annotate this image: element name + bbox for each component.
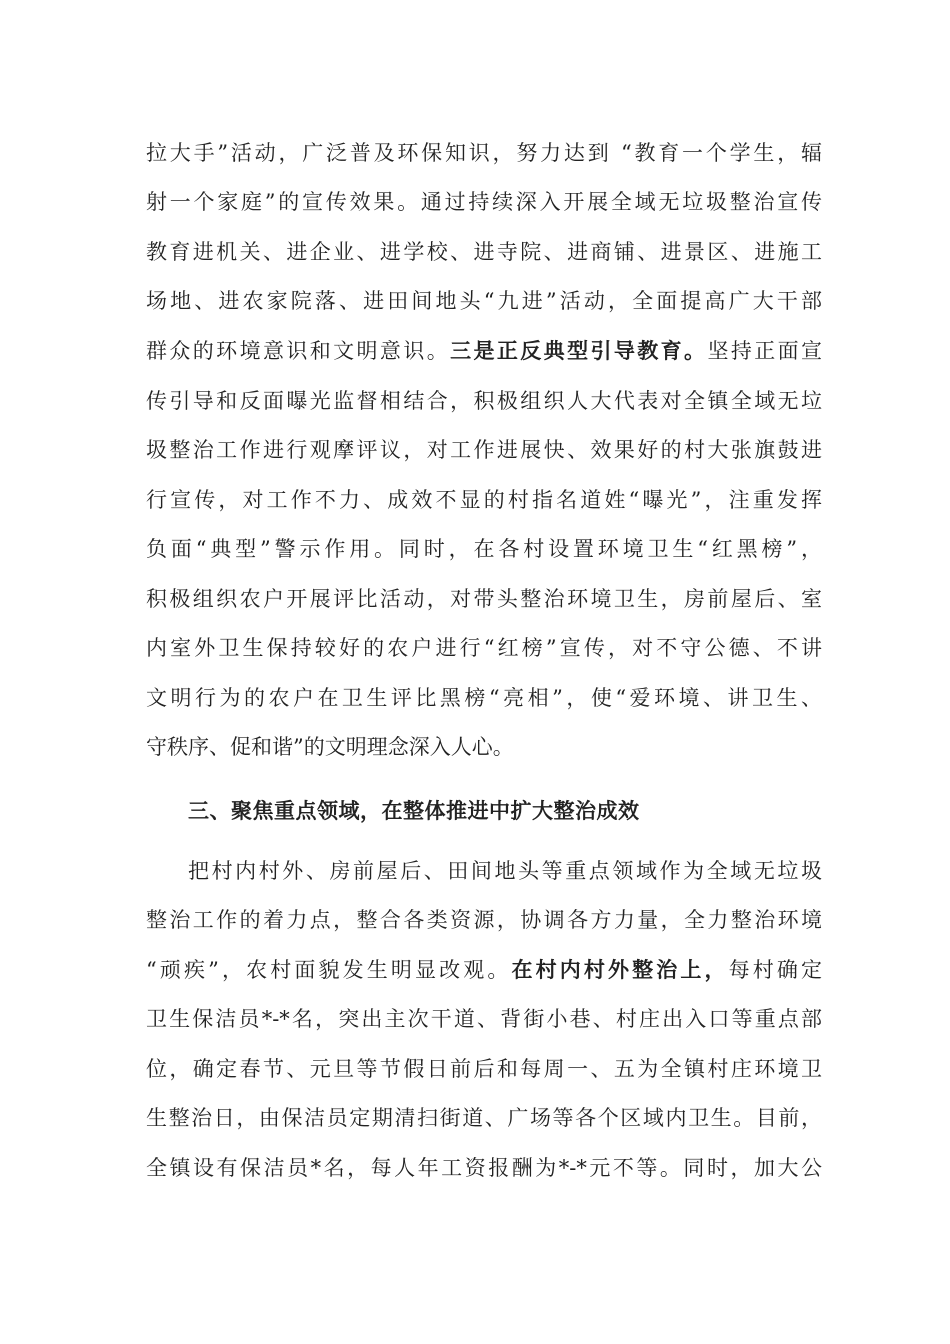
paragraph-line: 文明行为的农户在卫生评比黑榜“亮相”，使“爱环境、讲卫生、	[146, 686, 822, 710]
paragraph-line: 积极组织农户开展评比活动，对带头整治环境卫生，房前屋后、室	[146, 587, 822, 611]
paragraph-text: 每村确定	[728, 958, 823, 982]
paragraph-text: 坚持正面宣	[707, 339, 823, 363]
paragraph-line: 全镇设有保洁员*名，每人年工资报酬为*-*元不等。同时，加大公	[146, 1156, 822, 1180]
bold-subheading: 在村内村外整治上，	[511, 957, 729, 982]
paragraph-line-last: 守秩序、促和谐”的文明理念深入人心。	[146, 735, 514, 759]
paragraph-line: 圾整治工作进行观摩评议，对工作进展快、效果好的村大张旗鼓进	[146, 438, 822, 462]
paragraph-line	[146, 955, 822, 985]
paragraph-line: 行宣传，对工作不力、成效不显的村指名道姓“曝光”，注重发挥	[146, 488, 822, 512]
section-heading: 三、聚焦重点领域，在整体推进中扩大整治成效	[188, 798, 640, 823]
paragraph-line	[146, 336, 822, 366]
paragraph-text: “顽疾”，农村面貌发生明显改观。	[146, 958, 512, 982]
paragraph-line: 内室外卫生保持较好的农户进行“红榜”宣传，对不守公德、不讲	[146, 636, 822, 660]
paragraph-line: 把村内村外、房前屋后、田间地头等重点领域作为全域无垃圾	[188, 859, 822, 883]
paragraph-line: 卫生保洁员*-*名，突出主次干道、背街小巷、村庄出入口等重点部	[146, 1007, 822, 1031]
paragraph-line: 整治工作的着力点，整合各类资源，协调各方力量，全力整治环境	[146, 908, 822, 932]
paragraph-text: 群众的环境意识和文明意识。	[146, 339, 451, 363]
paragraph-line: 场地、进农家院落、进田间地头“九进”活动，全面提高广大干部	[146, 289, 822, 313]
paragraph-line: 位，确定春节、元旦等节假日前后和每周一、五为全镇村庄环境卫	[146, 1057, 822, 1081]
bold-subheading: 三是正反典型引导教育。	[450, 338, 708, 363]
paragraph-line: 负面“典型”警示作用。同时，在各村设置环境卫生“红黑榜”，	[146, 537, 822, 561]
paragraph-line: 教育进机关、进企业、进学校、进寺院、进商铺、进景区、进施工	[146, 240, 822, 264]
paragraph-line: 传引导和反面曝光监督相结合，积极组织人大代表对全镇全域无垃	[146, 389, 822, 413]
paragraph-line: 拉大手”活动，广泛普及环保知识，努力达到 “教育一个学生，辐	[146, 141, 822, 165]
paragraph-line: 生整治日，由保洁员定期清扫街道、广场等各个区域内卫生。目前，	[146, 1106, 822, 1130]
paragraph-line: 射一个家庭”的宣传效果。通过持续深入开展全域无垃圾整治宣传	[146, 190, 822, 214]
